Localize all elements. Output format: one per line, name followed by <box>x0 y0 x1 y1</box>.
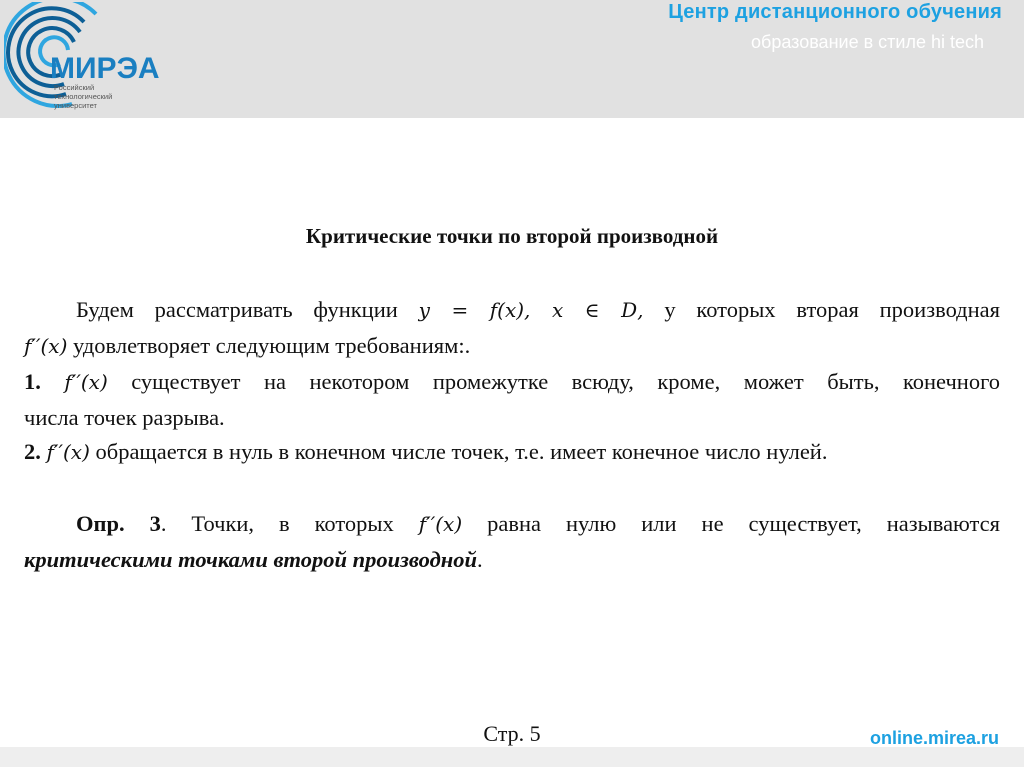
requirement-1 <box>24 364 1000 435</box>
definition-3 <box>24 506 1000 577</box>
definition-line-1 <box>24 506 1000 542</box>
requirement-2 <box>24 434 1000 470</box>
footer-strip <box>0 747 1024 767</box>
math-function-def: 𝑦 = 𝑓(𝑥), 𝑥 ∈ 𝐷, <box>418 298 644 322</box>
requirement-1-line-2: числа точек разрыва. <box>24 405 225 430</box>
page-number: Стр. 5 <box>483 721 541 746</box>
intro-text-3: удовлетворяет следующим требованиям:. <box>67 333 471 358</box>
logo-caption-3: университет <box>54 101 97 110</box>
logo-caption-1: Российский <box>54 83 95 92</box>
requirement-2-line <box>24 434 1000 470</box>
logo-caption-2: технологический <box>54 92 113 101</box>
center-title: Центр дистанционного обучения <box>668 1 1002 23</box>
intro-text-2: у которых вторая производная <box>643 297 1000 322</box>
intro-line-2 <box>24 328 1000 364</box>
math-second-derivative: 𝑓′′(𝑥) <box>64 370 108 394</box>
requirement-1-number: 1. <box>24 369 41 394</box>
logo-wordmark: МИРЭА <box>50 52 160 85</box>
intro-paragraph <box>24 292 1000 364</box>
requirement-2-number: 2. <box>24 439 41 464</box>
definition-label: Опр. 3 <box>76 511 161 536</box>
definition-end: . <box>477 547 483 572</box>
definition-text-2: равна нулю или не существует, называются <box>462 511 1001 536</box>
header-bar <box>0 0 1024 118</box>
definition-line-2 <box>24 542 1000 577</box>
intro-text-1: Будем рассматривать функции <box>76 297 419 322</box>
site-link[interactable]: online.mirea.ru <box>869 728 999 748</box>
section-heading: Критические точки по второй производной <box>305 224 719 248</box>
requirement-2-text: обращается в нуль в конечном числе точек, т.е. имеет конечное число нулей. <box>89 439 828 464</box>
mirea-logo <box>4 2 179 116</box>
math-second-derivative: 𝑓′′(𝑥) <box>418 512 463 536</box>
requirement-1-text-a: существует на некотором промежутке всюду, кроме, может быть, конечного <box>107 369 1001 394</box>
center-subtitle: образование в стиле hi tech <box>751 32 984 52</box>
math-second-derivative: 𝑓′′(𝑥) <box>24 334 68 358</box>
math-second-derivative: 𝑓′′(𝑥) <box>46 440 90 464</box>
intro-line-1 <box>24 292 1000 328</box>
definition-text-1: . Точки, в которых <box>160 511 419 536</box>
definition-term: критическими точками второй производной <box>24 547 478 572</box>
requirement-1-line-1 <box>24 364 1000 400</box>
